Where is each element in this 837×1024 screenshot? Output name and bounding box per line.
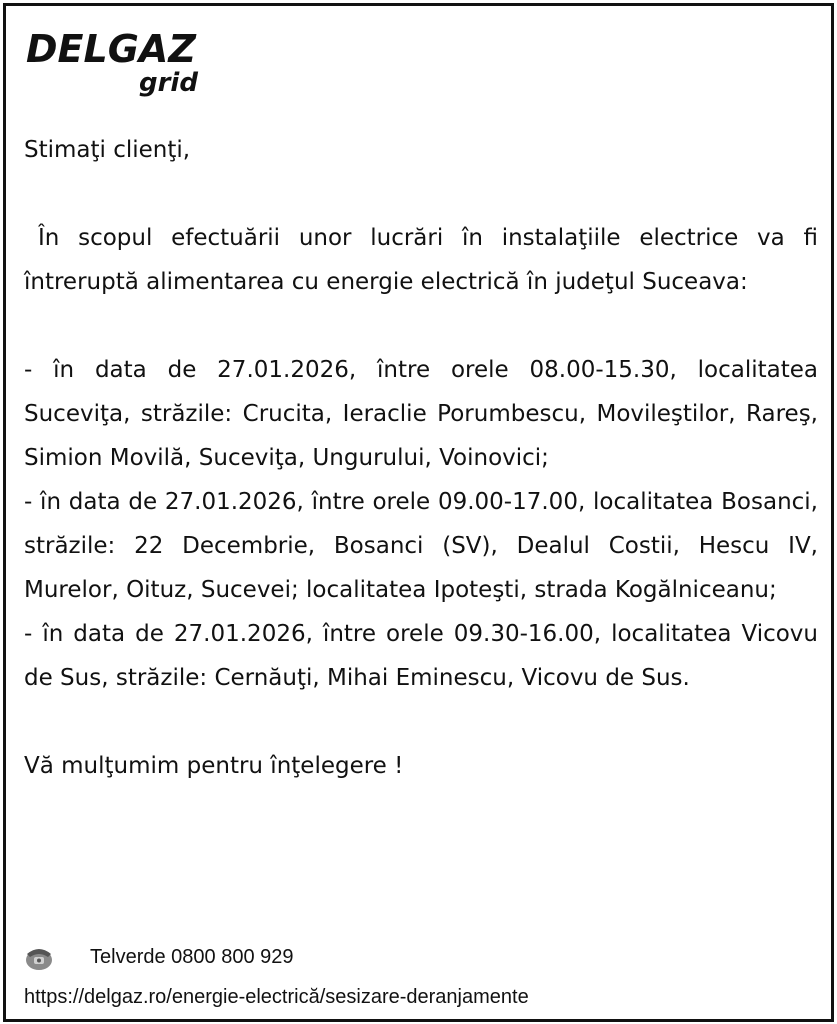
outage-item-3: - în data de 27.01.2026, între orele 09.30-16.00, localitatea Vicovu de Sus, străzile: Cernăuţi, Mihai Eminescu, Vicovu de Sus.	[24, 621, 818, 691]
greeting: Stimaţi clienţi,	[24, 137, 191, 163]
intro-paragraph: În scopul efectuării unor lucrări în instalaţiile electrice va fi întreruptă alimentarea cu energie electrică în judeţul Suceava:	[24, 225, 818, 295]
telephone-icon	[24, 942, 54, 972]
logo-subtitle: grid	[139, 68, 198, 98]
closing-line: Vă mulţumim pentru înţelegere !	[24, 753, 404, 779]
logo-wordmark: DELGAZ	[26, 27, 196, 71]
delgaz-logo	[26, 27, 226, 108]
phone-number: Telverde 0800 800 929	[90, 945, 294, 968]
outage-item-1: - în data de 27.01.2026, între orele 08.00-15.30, localitatea Suceviţa, străzile: Crucita, Ieraclie Porumbescu, Movileştilor, Rareş, Simion Movilă, Suceviţa, Ungurului, Voinovici;	[24, 357, 818, 471]
notice-body	[24, 128, 818, 788]
phone-row	[24, 942, 294, 972]
website-link[interactable]: https://delgaz.ro/energie-electrică/sesizare-deranjamente	[24, 986, 529, 1008]
notice-frame	[3, 3, 834, 1022]
outage-item-2: - în data de 27.01.2026, între orele 09.00-17.00, localitatea Bosanci, străzile: 22 Decembrie, Bosanci (SV), Dealul Costii, Hescu IV, Murelor, Oituz, Sucevei; localitatea Ipoteşti, strada Kogălniceanu;	[24, 489, 818, 603]
